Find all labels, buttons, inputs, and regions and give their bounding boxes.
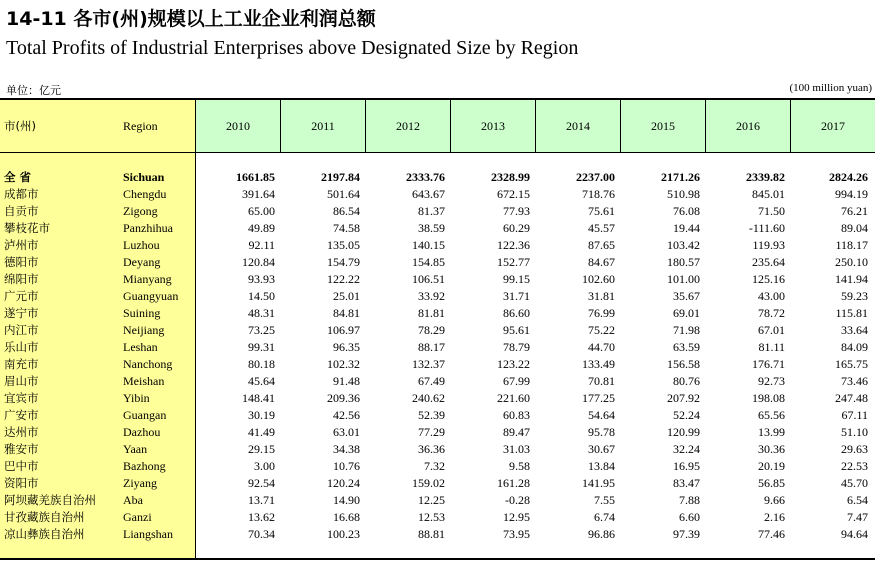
value-cell-2017: 6.54 <box>847 493 868 507</box>
value-cell-2017: 45.70 <box>841 476 868 490</box>
value-cell-2017: 84.09 <box>841 340 868 354</box>
value-cell-2014: 75.61 <box>588 204 615 218</box>
value-cell-2012: 52.39 <box>418 408 445 422</box>
value-cell-2015: 71.98 <box>673 323 700 337</box>
value-cell-2015: 19.44 <box>673 221 700 235</box>
value-cell-2012: 2333.76 <box>406 170 445 184</box>
value-cell-2013: 31.03 <box>503 442 530 456</box>
value-cell-2012: 81.81 <box>418 306 445 320</box>
value-cell-2015: 2171.26 <box>661 170 700 184</box>
value-cell-2012: 81.37 <box>418 204 445 218</box>
table-title-english: Total Profits of Industrial Enterprises above Designated Size by Region <box>6 37 579 59</box>
value-cell-2011: 120.24 <box>327 476 360 490</box>
region-name-chinese: 泸州市 <box>4 238 39 252</box>
table-row <box>0 288 875 305</box>
region-name-english: Dazhou <box>123 425 161 439</box>
value-cell-2014: 141.95 <box>582 476 615 490</box>
value-cell-2014: 31.81 <box>588 289 615 303</box>
value-cell-2016: 56.85 <box>758 476 785 490</box>
region-name-english: Leshan <box>123 340 158 354</box>
unit-label-chinese: 单位：亿元 <box>6 84 61 97</box>
value-cell-2015: 101.00 <box>667 272 700 286</box>
value-cell-2016: 81.11 <box>758 340 785 354</box>
value-cell-2013: 152.77 <box>497 255 530 269</box>
region-name-chinese: 资阳市 <box>4 476 39 490</box>
value-cell-2014: 177.25 <box>582 391 615 405</box>
value-cell-2017: 141.94 <box>835 272 868 286</box>
region-name-english: Luzhou <box>123 238 160 252</box>
value-cell-2016: 30.36 <box>758 442 785 456</box>
value-cell-2017: 165.75 <box>835 357 868 371</box>
value-cell-2016: 119.93 <box>752 238 785 252</box>
value-cell-2013: 31.71 <box>503 289 530 303</box>
value-cell-2014: 44.70 <box>588 340 615 354</box>
region-name-chinese: 广元市 <box>4 289 39 303</box>
value-cell-2012: 154.85 <box>412 255 445 269</box>
table-row <box>0 254 875 271</box>
value-cell-2011: 209.36 <box>327 391 360 405</box>
value-cell-2010: 65.00 <box>248 204 275 218</box>
region-name-chinese: 成都市 <box>4 187 39 201</box>
value-cell-2015: 97.39 <box>673 527 700 541</box>
value-cell-2010: 3.00 <box>254 459 275 473</box>
value-cell-2010: 73.25 <box>248 323 275 337</box>
region-name-english: Nanchong <box>123 357 173 371</box>
value-cell-2017: 73.46 <box>841 374 868 388</box>
table-row <box>0 458 875 475</box>
region-name-english: Sichuan <box>123 170 165 184</box>
region-name-english: Deyang <box>123 255 161 269</box>
region-name-chinese: 德阳市 <box>4 255 39 269</box>
region-name-chinese: 南充市 <box>4 357 39 371</box>
region-name-chinese: 全 省 <box>4 170 32 184</box>
value-cell-2016: -111.60 <box>748 221 785 235</box>
value-cell-2013: -0.28 <box>505 493 530 507</box>
value-cell-2015: 69.01 <box>673 306 700 320</box>
unit-label-english: (100 million yuan) <box>789 82 872 94</box>
value-cell-2015: 63.59 <box>673 340 700 354</box>
header-year-0: 2010 <box>195 100 280 152</box>
region-name-chinese: 自贡市 <box>4 204 39 218</box>
value-cell-2012: 88.17 <box>418 340 445 354</box>
value-cell-2010: 13.71 <box>248 493 275 507</box>
value-cell-2012: 78.29 <box>418 323 445 337</box>
value-cell-2011: 102.32 <box>327 357 360 371</box>
value-cell-2013: 161.28 <box>497 476 530 490</box>
value-cell-2015: 120.99 <box>667 425 700 439</box>
value-cell-2014: 75.22 <box>588 323 615 337</box>
region-name-english: Chengdu <box>123 187 167 201</box>
value-cell-2015: 16.95 <box>673 459 700 473</box>
value-cell-2016: 71.50 <box>758 204 785 218</box>
value-cell-2010: 80.18 <box>248 357 275 371</box>
value-cell-2012: 643.67 <box>412 187 445 201</box>
table-row <box>0 526 875 543</box>
value-cell-2012: 12.25 <box>418 493 445 507</box>
value-cell-2014: 718.76 <box>582 187 615 201</box>
value-cell-2011: 122.22 <box>327 272 360 286</box>
value-cell-2013: 99.15 <box>503 272 530 286</box>
region-name-chinese: 阿坝藏羌族自治州 <box>4 493 96 507</box>
value-cell-2015: 83.47 <box>673 476 700 490</box>
value-cell-2010: 92.11 <box>248 238 275 252</box>
value-cell-2012: 88.81 <box>418 527 445 541</box>
value-cell-2012: 36.36 <box>418 442 445 456</box>
value-cell-2014: 87.65 <box>588 238 615 252</box>
table-row <box>0 237 875 254</box>
value-cell-2011: 74.58 <box>333 221 360 235</box>
value-cell-2017: 250.10 <box>835 255 868 269</box>
value-cell-2016: 845.01 <box>752 187 785 201</box>
value-cell-2014: 95.78 <box>588 425 615 439</box>
value-cell-2011: 2197.84 <box>321 170 360 184</box>
region-name-chinese: 凉山彝族自治州 <box>4 527 85 541</box>
value-cell-2012: 7.32 <box>424 459 445 473</box>
value-cell-2017: 33.64 <box>841 323 868 337</box>
value-cell-2011: 16.68 <box>333 510 360 524</box>
value-cell-2010: 1661.85 <box>236 170 275 184</box>
value-cell-2015: 207.92 <box>667 391 700 405</box>
value-cell-2015: 103.42 <box>667 238 700 252</box>
header-region-chinese: 市(州) <box>4 119 36 133</box>
value-cell-2016: 9.66 <box>764 493 785 507</box>
region-name-english: Guangan <box>123 408 167 422</box>
header-year-6: 2016 <box>705 100 790 152</box>
value-cell-2017: 89.04 <box>841 221 868 235</box>
value-cell-2015: 32.24 <box>673 442 700 456</box>
value-cell-2010: 391.64 <box>242 187 275 201</box>
value-cell-2013: 60.29 <box>503 221 530 235</box>
value-cell-2016: 198.08 <box>752 391 785 405</box>
region-name-english: Yaan <box>123 442 148 456</box>
region-name-chinese: 绵阳市 <box>4 272 39 286</box>
table-row <box>0 373 875 390</box>
table-body <box>0 169 875 543</box>
header-year-1: 2011 <box>280 100 365 152</box>
region-name-chinese: 雅安市 <box>4 442 39 456</box>
header-region-english: Region <box>123 118 158 133</box>
value-cell-2010: 92.54 <box>248 476 275 490</box>
value-cell-2010: 120.84 <box>242 255 275 269</box>
value-cell-2014: 54.64 <box>588 408 615 422</box>
value-cell-2013: 122.36 <box>497 238 530 252</box>
header-year-2: 2012 <box>365 100 450 152</box>
value-cell-2010: 13.62 <box>248 510 275 524</box>
table-row <box>0 271 875 288</box>
header-year-4: 2014 <box>535 100 620 152</box>
value-cell-2016: 77.46 <box>758 527 785 541</box>
value-cell-2013: 86.60 <box>503 306 530 320</box>
value-cell-2017: 67.11 <box>841 408 868 422</box>
value-cell-2013: 60.83 <box>503 408 530 422</box>
value-cell-2012: 140.15 <box>412 238 445 252</box>
value-cell-2013: 221.60 <box>497 391 530 405</box>
value-cell-2010: 93.93 <box>248 272 275 286</box>
table-row <box>0 203 875 220</box>
value-cell-2014: 30.67 <box>588 442 615 456</box>
value-cell-2014: 133.49 <box>582 357 615 371</box>
value-cell-2011: 63.01 <box>333 425 360 439</box>
value-cell-2011: 501.64 <box>327 187 360 201</box>
value-cell-2010: 29.15 <box>248 442 275 456</box>
value-cell-2010: 41.49 <box>248 425 275 439</box>
region-name-english: Panzhihua <box>123 221 173 235</box>
value-cell-2016: 125.16 <box>752 272 785 286</box>
value-cell-2012: 159.02 <box>412 476 445 490</box>
value-cell-2017: 22.53 <box>841 459 868 473</box>
value-cell-2016: 92.73 <box>758 374 785 388</box>
value-cell-2012: 132.37 <box>412 357 445 371</box>
value-cell-2013: 73.95 <box>503 527 530 541</box>
region-name-english: Suining <box>123 306 161 320</box>
table-row <box>0 475 875 492</box>
value-cell-2013: 95.61 <box>503 323 530 337</box>
value-cell-2011: 34.38 <box>333 442 360 456</box>
value-cell-2014: 76.99 <box>588 306 615 320</box>
value-cell-2016: 13.99 <box>758 425 785 439</box>
value-cell-2015: 510.98 <box>667 187 700 201</box>
value-cell-2010: 99.31 <box>248 340 275 354</box>
table-row <box>0 441 875 458</box>
value-cell-2010: 49.89 <box>248 221 275 235</box>
value-cell-2017: 247.48 <box>835 391 868 405</box>
region-name-english: Liangshan <box>123 527 173 541</box>
table-row <box>0 492 875 509</box>
value-cell-2010: 70.34 <box>248 527 275 541</box>
table-row <box>0 322 875 339</box>
value-cell-2011: 10.76 <box>333 459 360 473</box>
value-cell-2013: 77.93 <box>503 204 530 218</box>
value-cell-2010: 45.64 <box>248 374 275 388</box>
value-cell-2015: 180.57 <box>667 255 700 269</box>
table-row <box>0 186 875 203</box>
value-cell-2011: 154.79 <box>327 255 360 269</box>
value-cell-2017: 118.17 <box>835 238 868 252</box>
value-cell-2012: 67.49 <box>418 374 445 388</box>
value-cell-2014: 96.86 <box>588 527 615 541</box>
value-cell-2017: 115.81 <box>835 306 868 320</box>
value-cell-2015: 80.76 <box>673 374 700 388</box>
value-cell-2011: 84.81 <box>333 306 360 320</box>
region-name-chinese: 宜宾市 <box>4 391 39 405</box>
value-cell-2012: 240.62 <box>412 391 445 405</box>
table-row <box>0 169 875 186</box>
value-cell-2016: 20.19 <box>758 459 785 473</box>
region-name-chinese: 攀枝花市 <box>4 221 50 235</box>
value-cell-2013: 78.79 <box>503 340 530 354</box>
header-year-5: 2015 <box>620 100 705 152</box>
region-name-chinese: 巴中市 <box>4 459 39 473</box>
value-cell-2012: 106.51 <box>412 272 445 286</box>
value-cell-2015: 76.08 <box>673 204 700 218</box>
value-cell-2017: 59.23 <box>841 289 868 303</box>
value-cell-2015: 7.88 <box>679 493 700 507</box>
value-cell-2015: 156.58 <box>667 357 700 371</box>
value-cell-2014: 45.57 <box>588 221 615 235</box>
value-cell-2017: 94.64 <box>841 527 868 541</box>
value-cell-2016: 2339.82 <box>746 170 785 184</box>
value-cell-2017: 76.21 <box>841 204 868 218</box>
value-cell-2010: 148.41 <box>242 391 275 405</box>
value-cell-2015: 35.67 <box>673 289 700 303</box>
region-name-english: Guangyuan <box>123 289 179 303</box>
value-cell-2017: 51.10 <box>841 425 868 439</box>
value-cell-2017: 994.19 <box>835 187 868 201</box>
region-name-chinese: 达州市 <box>4 425 39 439</box>
value-cell-2016: 2.16 <box>764 510 785 524</box>
value-cell-2012: 38.59 <box>418 221 445 235</box>
value-cell-2017: 7.47 <box>847 510 868 524</box>
region-name-english: Ziyang <box>123 476 157 490</box>
table-row <box>0 390 875 407</box>
value-cell-2014: 84.67 <box>588 255 615 269</box>
table-row <box>0 407 875 424</box>
value-cell-2010: 48.31 <box>248 306 275 320</box>
value-cell-2011: 106.97 <box>327 323 360 337</box>
table-title-chinese: 14-11 各市(州)规模以上工业企业利润总额 <box>6 8 376 30</box>
value-cell-2016: 235.64 <box>752 255 785 269</box>
value-cell-2011: 96.35 <box>333 340 360 354</box>
value-cell-2011: 42.56 <box>333 408 360 422</box>
table-row <box>0 220 875 237</box>
value-cell-2012: 77.29 <box>418 425 445 439</box>
value-cell-2016: 78.72 <box>758 306 785 320</box>
table-row <box>0 424 875 441</box>
value-cell-2011: 100.23 <box>327 527 360 541</box>
value-cell-2014: 6.74 <box>594 510 615 524</box>
header-year-3: 2013 <box>450 100 535 152</box>
region-name-english: Mianyang <box>123 272 172 286</box>
header-year-7: 2017 <box>790 100 875 152</box>
header-region-cell <box>0 100 195 152</box>
value-cell-2013: 89.47 <box>503 425 530 439</box>
region-name-chinese: 甘孜藏族自治州 <box>4 510 85 524</box>
value-cell-2011: 14.90 <box>333 493 360 507</box>
value-cell-2016: 67.01 <box>758 323 785 337</box>
value-cell-2017: 2824.26 <box>829 170 868 184</box>
value-cell-2012: 33.92 <box>418 289 445 303</box>
region-name-chinese: 乐山市 <box>4 340 39 354</box>
table-header <box>0 100 875 152</box>
table-row <box>0 509 875 526</box>
region-name-english: Zigong <box>123 204 158 218</box>
value-cell-2013: 672.15 <box>497 187 530 201</box>
value-cell-2014: 13.84 <box>588 459 615 473</box>
region-name-english: Yibin <box>123 391 150 405</box>
value-cell-2014: 2237.00 <box>576 170 615 184</box>
value-cell-2016: 176.71 <box>752 357 785 371</box>
region-name-english: Meishan <box>123 374 165 388</box>
value-cell-2013: 67.99 <box>503 374 530 388</box>
value-cell-2013: 9.58 <box>509 459 530 473</box>
value-cell-2011: 135.05 <box>327 238 360 252</box>
value-cell-2016: 65.56 <box>758 408 785 422</box>
value-cell-2014: 102.60 <box>582 272 615 286</box>
value-cell-2014: 7.55 <box>594 493 615 507</box>
region-name-chinese: 广安市 <box>4 408 39 422</box>
table-row <box>0 356 875 373</box>
value-cell-2011: 91.48 <box>333 374 360 388</box>
value-cell-2015: 52.24 <box>673 408 700 422</box>
region-name-english: Aba <box>123 493 143 507</box>
table-row <box>0 339 875 356</box>
value-cell-2011: 25.01 <box>333 289 360 303</box>
value-cell-2011: 86.54 <box>333 204 360 218</box>
value-cell-2014: 70.81 <box>588 374 615 388</box>
region-name-chinese: 内江市 <box>4 323 39 337</box>
table-row <box>0 305 875 322</box>
value-cell-2010: 14.50 <box>248 289 275 303</box>
region-name-english: Ganzi <box>123 510 152 524</box>
region-name-english: Bazhong <box>123 459 166 473</box>
value-cell-2010: 30.19 <box>248 408 275 422</box>
value-cell-2015: 6.60 <box>679 510 700 524</box>
region-name-english: Neijiang <box>123 323 165 337</box>
value-cell-2016: 43.00 <box>758 289 785 303</box>
region-name-chinese: 眉山市 <box>4 374 39 388</box>
table-bottom-rule <box>0 558 875 560</box>
value-cell-2013: 12.95 <box>503 510 530 524</box>
value-cell-2012: 12.53 <box>418 510 445 524</box>
value-cell-2013: 2328.99 <box>491 170 530 184</box>
value-cell-2013: 123.22 <box>497 357 530 371</box>
region-name-chinese: 遂宁市 <box>4 306 39 320</box>
value-cell-2017: 29.63 <box>841 442 868 456</box>
